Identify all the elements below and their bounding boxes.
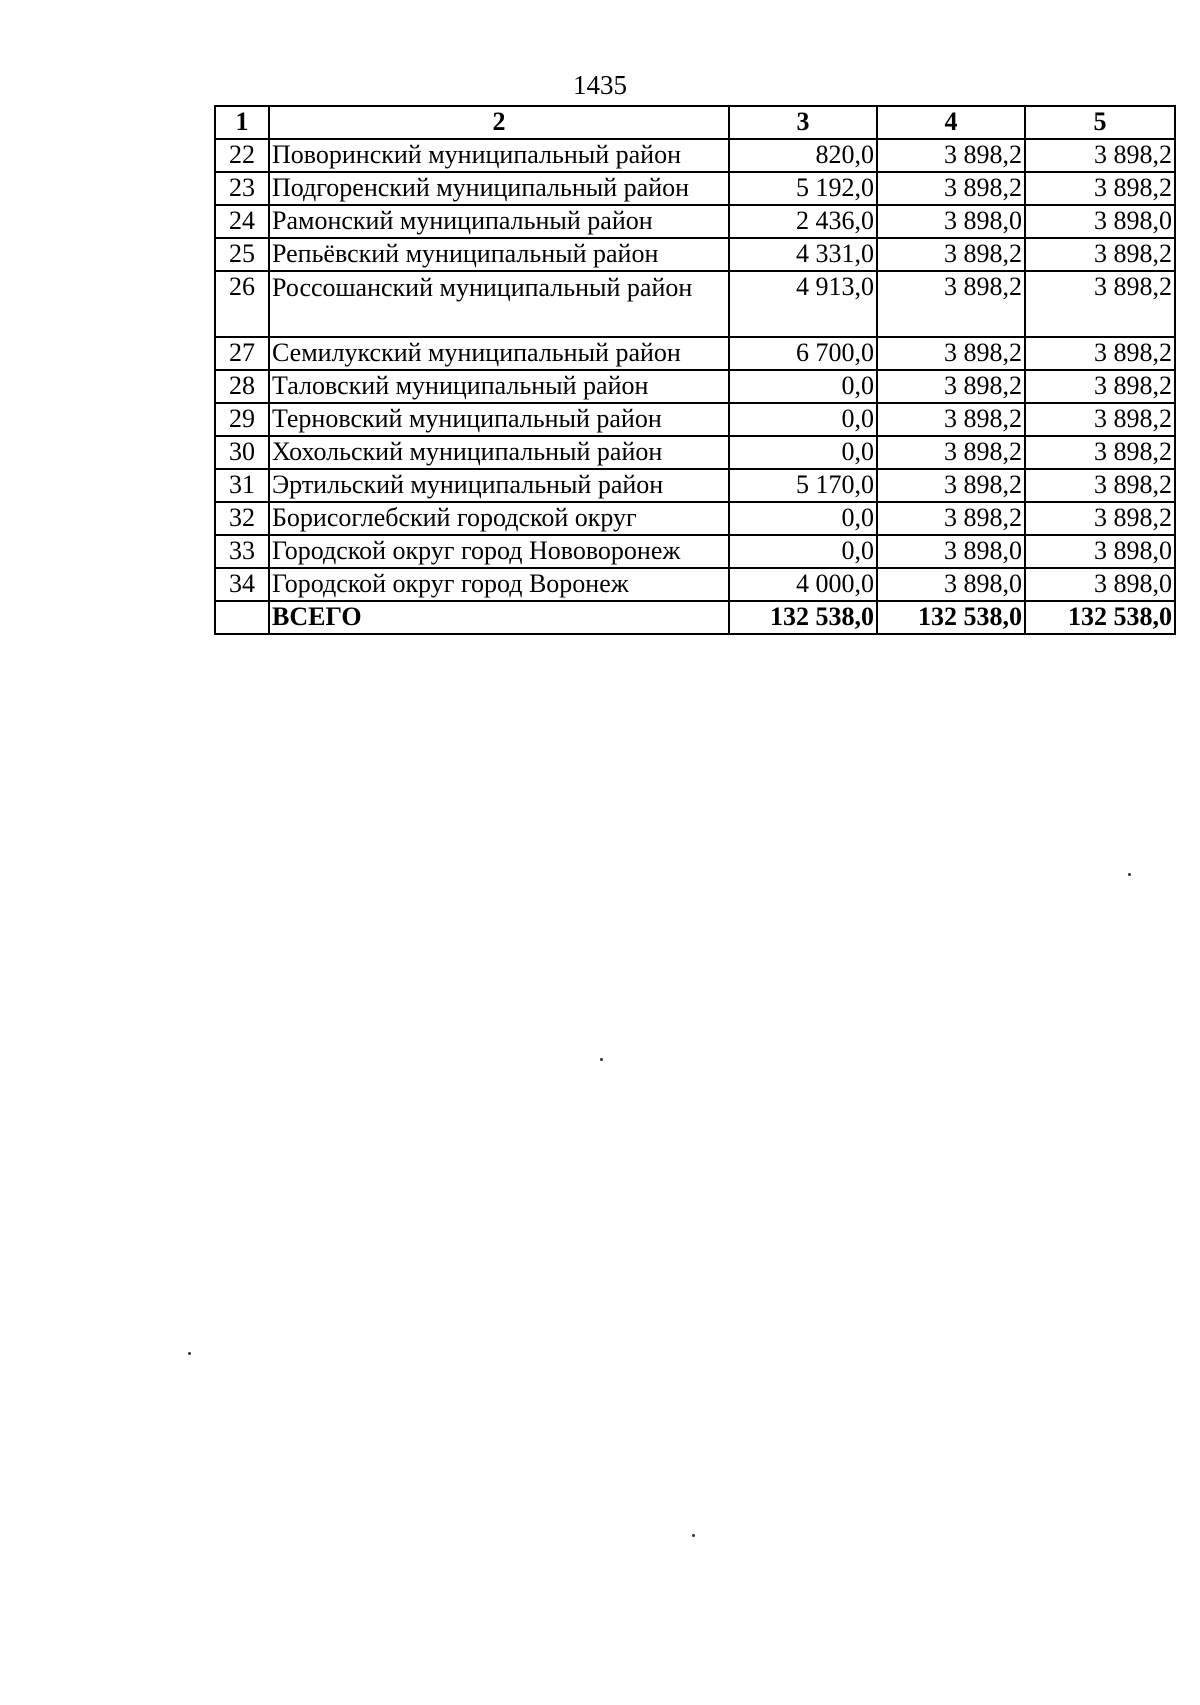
row-value-3: 2 436,0 [729, 205, 877, 238]
row-number: 25 [215, 238, 269, 271]
row-value-4: 3 898,2 [877, 337, 1025, 370]
scan-speck [600, 1058, 603, 1061]
row-value-3: 5 170,0 [729, 469, 877, 502]
row-value-5: 3 898,2 [1025, 172, 1175, 205]
row-value-4: 3 898,2 [877, 469, 1025, 502]
row-value-4: 3 898,0 [877, 568, 1025, 601]
column-header-1: 1 [215, 106, 269, 139]
table-row [215, 502, 1175, 535]
table-row [215, 535, 1175, 568]
row-value-3: 4 000,0 [729, 568, 877, 601]
column-header-5: 5 [1025, 106, 1175, 139]
table-header-row [215, 106, 1175, 139]
page-number: 1435 [573, 70, 627, 100]
row-name: Поворинский муниципальный район [269, 139, 729, 172]
data-table [214, 105, 1176, 635]
row-value-5: 3 898,2 [1025, 370, 1175, 403]
row-number: 33 [215, 535, 269, 568]
row-number: 22 [215, 139, 269, 172]
table-row [215, 271, 1175, 337]
row-number: 29 [215, 403, 269, 436]
row-value-4: 3 898,2 [877, 238, 1025, 271]
column-header-3: 3 [729, 106, 877, 139]
row-value-3: 820,0 [729, 139, 877, 172]
row-name: Хохольский муниципальный район [269, 436, 729, 469]
row-value-5: 3 898,2 [1025, 403, 1175, 436]
row-name: Борисоглебский городской округ [269, 502, 729, 535]
row-value-4: 3 898,2 [877, 271, 1025, 337]
row-name: Эртильский муниципальный район [269, 469, 729, 502]
column-header-4: 4 [877, 106, 1025, 139]
row-value-3: 4 913,0 [729, 271, 877, 337]
row-value-5: 3 898,2 [1025, 436, 1175, 469]
row-name: Городской округ город Воронеж [269, 568, 729, 601]
table-row [215, 139, 1175, 172]
scan-speck [188, 1352, 191, 1355]
total-value-4: 132 538,0 [877, 601, 1025, 634]
row-value-5: 3 898,0 [1025, 535, 1175, 568]
row-name: Подгоренский муниципальный район [269, 172, 729, 205]
total-number [215, 601, 269, 634]
row-value-4: 3 898,0 [877, 205, 1025, 238]
column-header-2: 2 [269, 106, 729, 139]
row-value-5: 3 898,2 [1025, 238, 1175, 271]
row-value-5: 3 898,0 [1025, 205, 1175, 238]
row-value-5: 3 898,0 [1025, 568, 1175, 601]
row-name: Репьёвский муниципальный район [269, 238, 729, 271]
row-value-5: 3 898,2 [1025, 271, 1175, 337]
scan-speck [1128, 873, 1131, 876]
row-number: 27 [215, 337, 269, 370]
table-row [215, 337, 1175, 370]
row-name: Таловский муниципальный район [269, 370, 729, 403]
row-number: 28 [215, 370, 269, 403]
row-name: Терновский муниципальный район [269, 403, 729, 436]
row-number: 24 [215, 205, 269, 238]
row-value-3: 6 700,0 [729, 337, 877, 370]
total-row [215, 601, 1175, 634]
row-value-4: 3 898,2 [877, 172, 1025, 205]
row-number: 26 [215, 271, 269, 337]
row-value-4: 3 898,2 [877, 502, 1025, 535]
row-name: Рамонский муниципальный район [269, 205, 729, 238]
row-number: 31 [215, 469, 269, 502]
total-label: ВСЕГО [269, 601, 729, 634]
row-number: 34 [215, 568, 269, 601]
scan-speck [692, 1534, 695, 1537]
row-number: 30 [215, 436, 269, 469]
table-row [215, 172, 1175, 205]
total-value-5: 132 538,0 [1025, 601, 1175, 634]
row-value-3: 4 331,0 [729, 238, 877, 271]
row-value-4: 3 898,2 [877, 370, 1025, 403]
table-row [215, 238, 1175, 271]
table-row [215, 469, 1175, 502]
row-value-5: 3 898,2 [1025, 469, 1175, 502]
row-value-4: 3 898,2 [877, 436, 1025, 469]
row-value-3: 0,0 [729, 535, 877, 568]
total-value-3: 132 538,0 [729, 601, 877, 634]
row-name: Россошанский муниципальный район [269, 271, 729, 337]
row-value-3: 0,0 [729, 502, 877, 535]
row-number: 32 [215, 502, 269, 535]
row-value-5: 3 898,2 [1025, 139, 1175, 172]
table-row [215, 370, 1175, 403]
table-row [215, 568, 1175, 601]
table-row [215, 403, 1175, 436]
row-value-4: 3 898,2 [877, 139, 1025, 172]
row-value-4: 3 898,2 [877, 403, 1025, 436]
table-row [215, 205, 1175, 238]
row-value-5: 3 898,2 [1025, 337, 1175, 370]
row-number: 23 [215, 172, 269, 205]
row-name: Городской округ город Нововоронеж [269, 535, 729, 568]
row-value-3: 0,0 [729, 403, 877, 436]
row-name: Семилукский муниципальный район [269, 337, 729, 370]
table-row [215, 436, 1175, 469]
row-value-3: 0,0 [729, 370, 877, 403]
row-value-5: 3 898,2 [1025, 502, 1175, 535]
row-value-4: 3 898,0 [877, 535, 1025, 568]
row-value-3: 0,0 [729, 436, 877, 469]
row-value-3: 5 192,0 [729, 172, 877, 205]
